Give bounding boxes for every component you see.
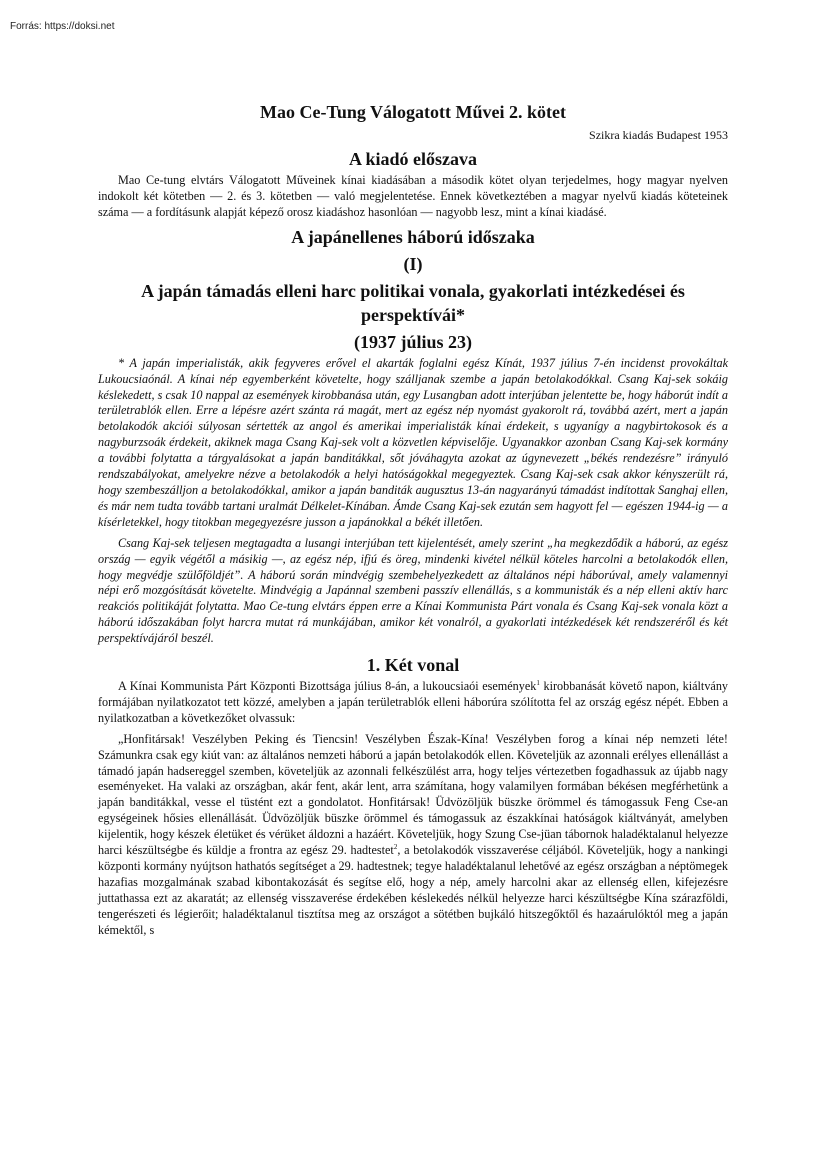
period-heading: A japánellenes háború időszaka (291, 226, 535, 247)
source-label: Forrás: https://doksi.net (10, 21, 115, 32)
quote-paragraph (98, 732, 728, 939)
footnote-paragraph-2: Csang Kaj-sek teljesen megtagadta a lusangi interjúban tett kijelentését, amely szerint „ha megkezdődik a háború, az egész ország — egyik végétől a másikig —, az egész nép, ifjú és öreg, mindenki kivétel nélkül köteles harcolni a betolakodók ellen, hogy megvédje szülőföldjét”. A háború során mindvégig szembehelyezkedett az általános népi háborúval, amely valamennyi népi erő mozgósítását követelte. Mindvégig a Japánnal szembeni passzív ellenállás, s a kommunisták és a nép elleni aktív harc reakciós politikáját folytatta. Mao Ce-tung elvtárs éppen erre a Kínai Kommunista Párt vonala és Csang Kaj-sek vonala közt a háború időszakában folyt harcra mutat rá munkájában, amikor két vonalról, a gyakorlati intézkedések két rendszeréről és két perspektívájáról beszél. (98, 535, 728, 646)
quote-text-a: „Honfitársak! Veszélyben Peking és Tiencsin! Veszélyben Észak-Kína! Veszélyben forog a kínai nép nemzeti léte! Számunkra csak egy kiút van: az általános nemzeti háború a japán betolakodók ellen. Követeljük az azonnali erélyes ellenállást a támadó japán hadsereggel szemben, követeljük az azonnali felkészülést arra, hogy teljes vértezetben fogadhassuk az újabb nagy eseményeket. Ha valaki az országban, akár fent, akár lent, arra számítana, hogy valamilyen formában békésen megférhetünk a japán banditákkal, vesse el tüstént ezt a gondolatot. Honfitársak! Üdvözöljük büszke örömmel és támogassuk Feng Cse-an egységeinek hősies ellenállását. Üdvözöljük büszke örömmel és támogassuk az északkínai hatóságok kiáltványát, amelyben kijelentik, hogy készek életüket és vérüket áldozni a hazáért. Követeljük, hogy Szung Cse-jüan tábornok haladéktalanul helyezze harci készültségbe és küldje a frontra az egész 29. hadtestet (98, 731, 728, 858)
footnote-ref-2[interactable]: 2 (393, 843, 398, 852)
preface-paragraph: Mao Ce-tung elvtárs Válogatott Műveinek kínai kiadásában a második kötet olyan terjedelmes, hogy magyar nyelven indokolt két kötetben — 2. és 3. kötetben — való megjelentetése. Ennek következtében a magyar nyelvű kiadás köteteinek száma — a fordításunk alapját képező orosz kiadáshoz hasonlóan — nagyobb lesz, mint a kínai kiadásé. (98, 173, 728, 219)
section-heading: 1. Két vonal (366, 655, 460, 676)
article-date: (1937 július 23) (353, 331, 472, 352)
section-paragraph (98, 679, 728, 727)
publisher-line: Szikra kiadás Budapest 1953 (589, 128, 728, 142)
section-paragraph-text-a: A Kínai Kommunista Párt Központi Bizottsága július 8-án, a lukoucsiaói események (118, 679, 537, 694)
footnote-paragraph-1: * A japán imperialisták, akik fegyveres erővel el akarták foglalni egész Kínát, 1937 július 7-én incidenst provokáltak Lukoucsiaónál. A kínai nép egyemberként követelte, hogy szálljanak szembe a japán betolakodókkal. Csang Kaj-sek sokáig késlekedett, s csak 10 nappal az események kirobbanása után, egy Lusangban adott interjúban jelentette be, hogy háborút indít a területrablók ellen. Erre a lépésre azért szánta rá magát, mert az egész nép nyomást gyakorolt rá, továbbá azért, mert a japán betolakodók akciói súlyosan sértették az angol és amerikai imperialisták kínai érdekeit, s ugyanígy a nagybirtokosok és a nagyburzsoák érdekeit, akiknek maga Csang Kaj-sek volt a közvetlen képviselője. Ugyanakkor azonban Csang Kaj-sek kormány a további folytatta a tárgyalásokat a japán banditákkal, sőt jóváhagyta azokat az úgynevezett „békés rendezésre” irányuló rendszabályokat, amelyekre nézve a betolakodók a helyi hatóságokkal megegyeztek. Csang Kaj-sek csak akkor kényszerült rá, hogy szembeszálljon a betolakodókkal, amikor a japán banditák augusztus 13-án nagyarányú támadást indítottak Sanghaj ellen, és már nem tudta tovább tartani uralmát Délkelet-Kínában. Ámde Csang Kaj-sek ezután sem hagyott fel — egészen 1944-ig — a kísérletekkel, hogy titokban megegyezésre jusson a japánokkal a békét illetően. (98, 355, 728, 529)
roman-numeral-heading: (I) (403, 253, 423, 274)
quote-text-b: , a betolakodók visszaverése céljából. Követeljük, hogy a nankingi központi kormány nyújtson hathatós segítséget a 29. hadtestnek; tegye haladéktalanul lehetővé az egész országban a néptömegek hazafias mozgalmának szabad kibontakozását és segítse elő, hogy a nép, amely harcolni akar az ellenség ellen, kifejezésre juttathassa ezt az akaratát; az ellenség visszaverése érdekében késlekedés nélkül helyezze harci készültségbe Kína szárazföldi, tengerészeti és légierőit; haladéktalanul tisztítsa meg az országot a sötétben bujkáló hitszegőktől és hazaárulóktól meg a japán kémektől, s (98, 843, 729, 937)
document-page (98, 100, 728, 939)
footnote-ref-1[interactable]: 1 (536, 678, 540, 687)
preface-heading: A kiadó előszava (348, 149, 477, 169)
article-title: A japán támadás elleni harc politikai vonala, gyakorlati intézkedései és perspektívái* (141, 280, 685, 325)
document-title: Mao Ce-Tung Válogatott Művei 2. kötet (260, 102, 566, 122)
section-paragraph-text-b: kirobbanását követő napon, kiáltvány formájában nyilatkozatot tett közzé, amelyben a japán területrablók elleni háborúra szólította fel az ország egész népét. Ebben a nyilatkozatban a következőket olvassuk: (98, 679, 729, 725)
